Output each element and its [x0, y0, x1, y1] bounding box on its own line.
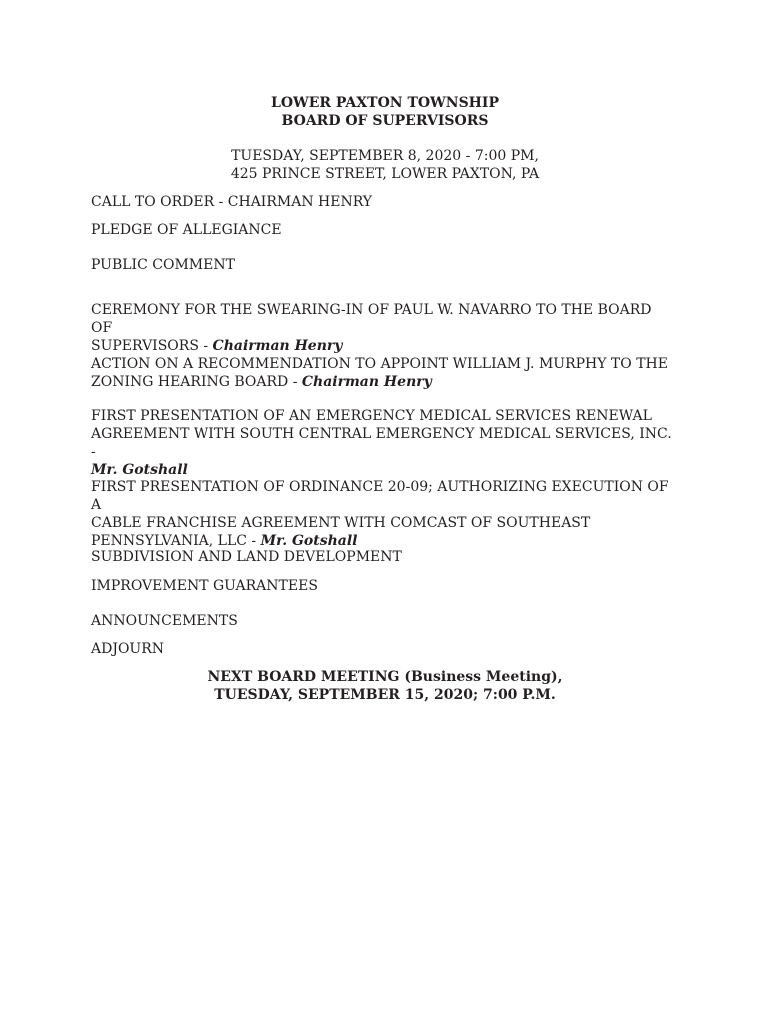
agenda-item-ceremony: [91, 301, 676, 355]
ceremony-line-2: [91, 337, 676, 355]
meeting-date: TUESDAY, SEPTEMBER 8, 2020 - 7:00 PM,: [231, 148, 539, 164]
ceremony-presenter: Chairman Henry: [212, 338, 343, 354]
agenda-item-pledge: PLEDGE OF ALLEGIANCE: [91, 222, 282, 238]
next-meeting-line-1: NEXT BOARD MEETING (Business Meeting),: [207, 669, 563, 685]
org-line-1: LOWER PAXTON TOWNSHIP: [270, 95, 499, 111]
ceremony-line-1: CEREMONY FOR THE SWEARING-IN OF PAUL W. NAVARRO TO THE BOARD OF: [91, 302, 652, 336]
agenda-item-announcements: ANNOUNCEMENTS: [91, 613, 238, 629]
zoning-line-2-text: ZONING HEARING BOARD -: [91, 374, 302, 390]
cable-line-1: FIRST PRESENTATION OF ORDINANCE 20-09; AUTHORIZING EXECUTION OF A: [91, 479, 669, 513]
cable-line-2: CABLE FRANCHISE AGREEMENT WITH COMCAST OF SOUTHEAST: [91, 515, 591, 531]
zoning-line-1: ACTION ON A RECOMMENDATION TO APPOINT WILLIAM J. MURPHY TO THE: [91, 356, 668, 372]
agenda-item-subdivision: SUBDIVISION AND LAND DEVELOPMENT: [91, 549, 402, 565]
ceremony-line-2-text: SUPERVISORS -: [91, 338, 213, 354]
agenda-item-adjourn: ADJOURN: [91, 641, 165, 657]
agenda-item-cable: [91, 478, 676, 550]
meeting-info: [90, 147, 680, 183]
next-meeting-line-2: TUESDAY, SEPTEMBER 15, 2020; 7:00 P.M.: [214, 687, 556, 703]
ems-presenter: Mr. Gotshall: [91, 462, 188, 478]
cable-presenter: Mr. Gotshall: [260, 533, 358, 549]
agenda-item-zoning: [91, 355, 676, 391]
ems-line-2: AGREEMENT WITH SOUTH CENTRAL EMERGENCY MEDICAL SERVICES, INC. -: [91, 426, 672, 460]
agenda-item-improvement: IMPROVEMENT GUARANTEES: [91, 578, 318, 594]
agenda-item-public-comment: PUBLIC COMMENT: [91, 257, 235, 273]
meeting-address: 425 PRINCE STREET, LOWER PAXTON, PA: [230, 166, 540, 182]
zoning-line-2: [91, 373, 676, 391]
ems-line-1: FIRST PRESENTATION OF AN EMERGENCY MEDICAL SERVICES RENEWAL: [91, 408, 652, 424]
cable-line-3-text: PENNSYLVANIA, LLC -: [91, 533, 261, 549]
township-title: [90, 94, 680, 130]
zoning-presenter: Chairman Henry: [301, 374, 432, 390]
agenda-item-ems: [91, 407, 676, 479]
agenda-item-call-to-order: CALL TO ORDER - CHAIRMAN HENRY: [91, 194, 373, 210]
next-meeting-notice: [90, 668, 680, 704]
org-line-2: BOARD OF SUPERVISORS: [281, 113, 489, 129]
